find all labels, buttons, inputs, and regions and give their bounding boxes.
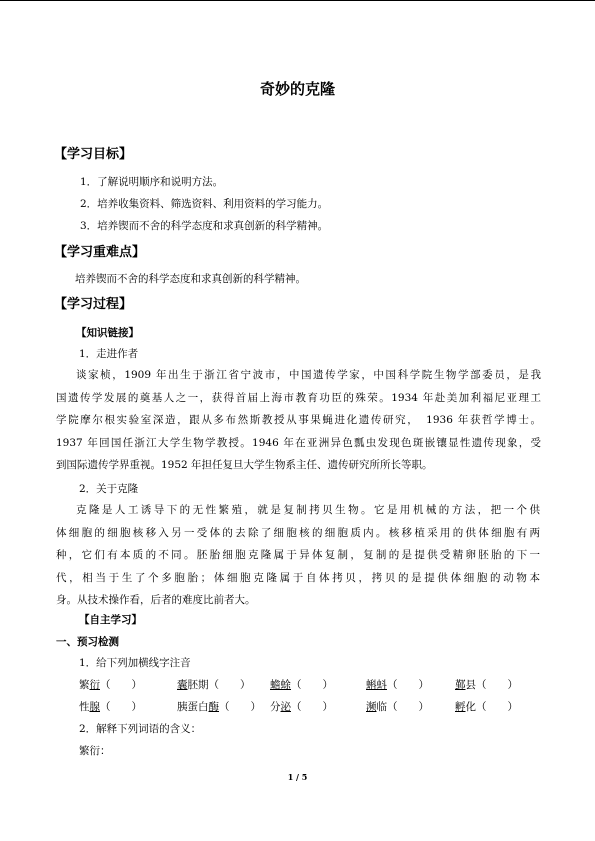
page-title: 奇妙的克隆: [259, 80, 335, 98]
clone-line: 克隆是人工诱导下的无性繁殖，就是复制拷贝生物。它是用机械的方法，把一个供: [76, 504, 540, 516]
pinyin-item: 鄞县（ ）: [455, 679, 518, 691]
clone-line: 代，相当于生了个多胞胎；体细胞克隆属于自体拷贝，拷贝的是提供体细胞的动物本: [56, 571, 540, 584]
clone-line: 体细胞的细胞核移入另一受体的去除了细胞核的细胞质内。核移植采用的供体细胞有两: [56, 526, 540, 539]
pinyin-item: 蝌蚪（ ）: [366, 679, 429, 691]
author-line: 国遗传学发展的奠基人之一，获得首届上海市教育功臣的殊荣。1934 年赴美加利福尼亚理工: [56, 391, 541, 404]
question-2: 2．解释下列词语的含义：: [79, 723, 202, 735]
author-line: 1937 年回国任浙江大学生物学教授。1946 年在亚洲异色瓢虫发现色斑嵌镶显性遗传现象，受: [56, 436, 541, 449]
goal-item-2: 2．培养收集资料、筛选资料、利用资料的学习能力。: [80, 198, 329, 210]
author-paragraph: [56, 364, 541, 477]
process-heading: 【学习过程】: [54, 297, 133, 312]
goals-heading: 【学习目标】: [54, 147, 133, 162]
clone-line: 种，它们有本质的不同。胚胎细胞克隆属于异体复制，复制的是提供受精卵胚胎的下一: [56, 549, 540, 561]
clone-line: 身。从技术操作看，后者的难度比前者大。: [56, 594, 256, 606]
knowledge-item-clone: 2．关于克隆: [79, 483, 139, 495]
pinyin-item: 分泌（ ）: [270, 701, 333, 713]
knowledge-item-author: 1．走进作者: [79, 348, 139, 360]
page-number: 1 / 5: [287, 772, 308, 782]
pinyin-item: 胰蛋白酶（ ）: [177, 701, 261, 713]
author-line: 学院摩尔根实验室深造，跟从多布然斯教授从事果蝇进化遗传研究， 1936 年获哲学博士。: [56, 414, 541, 426]
question-1: 1．给下列加横线字注音: [79, 657, 191, 669]
pinyin-item: 蟾蜍（ ）: [270, 679, 333, 691]
key-points-text: 培养锲而不舍的科学态度和求真创新的科学精神。: [75, 273, 306, 285]
author-line: 到国际遗传学界重视。1952 年担任复旦大学生物系主任、遗传研究所所长等职。: [56, 459, 433, 471]
pinyin-item: 囊胚期（ ）: [177, 679, 251, 691]
knowledge-heading: 【知识链接】: [76, 327, 139, 339]
top-rule: [0, 0, 595, 1]
goal-item-1: 1．了解说明顺序和说明方法。: [80, 176, 224, 188]
key-points-heading: 【学习重难点】: [54, 245, 146, 260]
preview-check-heading: 一、预习检测: [56, 636, 119, 648]
pinyin-item: 繁衍（ ）: [79, 679, 142, 691]
clone-paragraph: [56, 499, 540, 612]
pinyin-item: 濒临（ ）: [366, 701, 429, 713]
goal-item-3: 3．培养锲而不舍的科学态度和求真创新的科学精神。: [80, 220, 329, 232]
self-study-heading: 【自主学习】: [79, 614, 142, 626]
pinyin-item: 性腺（ ）: [79, 701, 142, 713]
pinyin-item: 孵化（ ）: [455, 701, 518, 713]
author-line: 谈家桢，1909 年出生于浙江省宁波市，中国遗传学家，中国科学院生物学部委员，是我: [76, 369, 541, 381]
term-fanyan: 繁衍：: [79, 745, 111, 757]
